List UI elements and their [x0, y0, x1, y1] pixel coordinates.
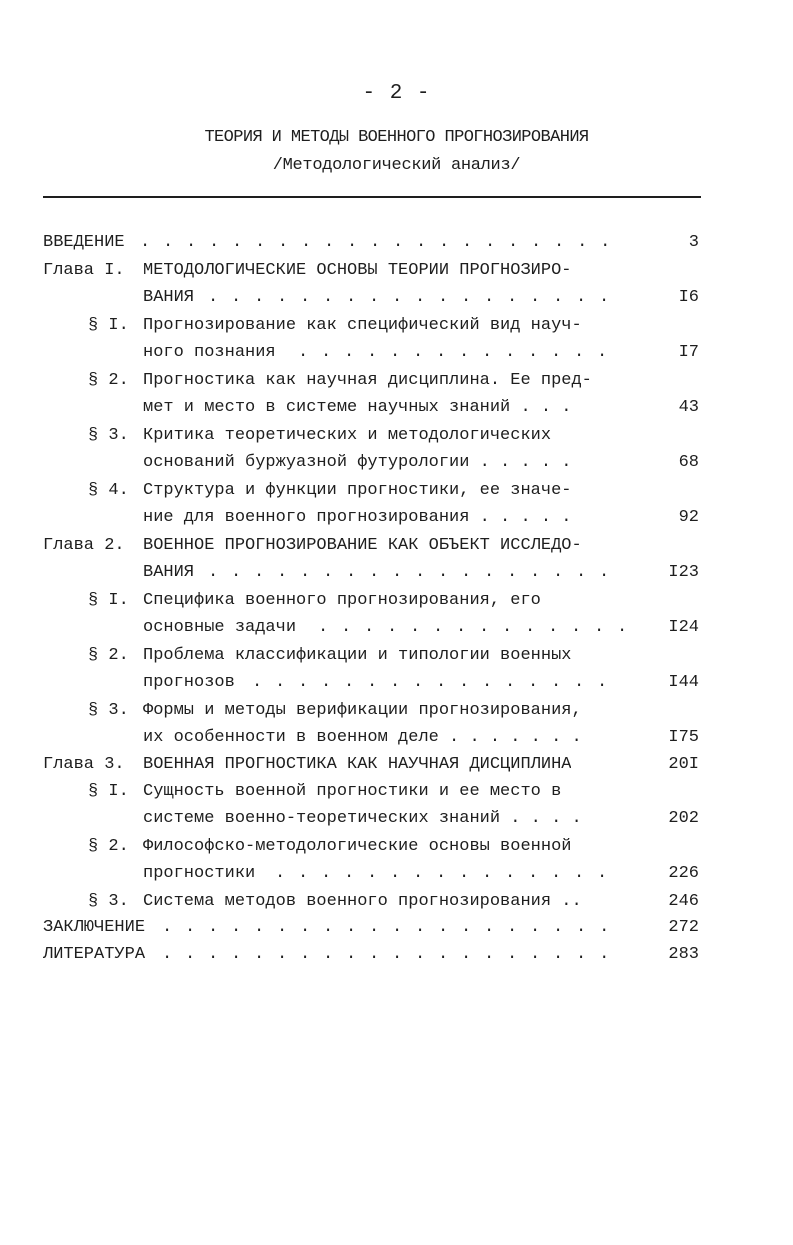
toc-entry-section: Прогностика как научная дисциплина. Ее пред- — [143, 371, 592, 390]
chapter-prefix: Глава I. — [43, 261, 125, 280]
leader-dots: . . . . . . . . . . . . . . — [298, 343, 609, 362]
toc-entry-chapter-2: ВОЕННОЕ ПРОГНОЗИРОВАНИЕ КАК ОБЪЕКТ ИССЛЕДО- — [143, 536, 582, 555]
leader-dots: . . . . . . . . . . . . . . . . . . . . — [162, 918, 611, 937]
toc-entry-section-cont: их особенности в военном деле . . . . . . . — [143, 728, 582, 747]
leader-dots: . . . . . . . . . . . . . . . . . . . . . — [140, 233, 612, 252]
toc-entry-section-cont: прогнозов — [143, 673, 235, 692]
toc-entry-literature: ЛИТЕРАТУРА — [43, 945, 146, 964]
toc-page-number: 3 — [688, 233, 699, 252]
leader-dots: . . . . . . . . . . . . . . . — [275, 864, 609, 883]
section-prefix: § 3. — [88, 426, 129, 445]
toc-entry-section: Структура и функции прогностики, ее значе- — [143, 481, 572, 500]
toc-entry-chapter-3: ВОЕННАЯ ПРОГНОСТИКА КАК НАУЧНАЯ ДИСЦИПЛИНА — [143, 755, 572, 774]
toc-page-number: 226 — [668, 864, 699, 883]
toc-entry-chapter-1-cont: ВАНИЯ — [143, 288, 195, 307]
leader-dots: . . . . . . . . . . . . . . . . — [252, 673, 609, 692]
toc-entry-section-cont: системе военно-теоретических знаний . . . . — [143, 809, 582, 828]
section-prefix: § 3. — [88, 701, 129, 720]
leader-dots: . . . . . . . . . . . . . . . . . . — [208, 563, 611, 582]
section-prefix: § 3. — [88, 892, 129, 911]
section-prefix: § 2. — [88, 371, 129, 390]
toc-page-number: 68 — [678, 453, 699, 472]
toc-entry-section-cont: мет и место в системе научных знаний . . . — [143, 398, 572, 417]
leader-dots: . . . . . . . . . . . . . . . . . . . . — [162, 945, 611, 964]
leader-dots: . . . . . . . . . . . . . . — [318, 618, 629, 637]
toc-page-number: 283 — [668, 945, 699, 964]
document-subtitle: /Методологический анализ/ — [272, 156, 521, 175]
toc-entry-section-cont: прогностики — [143, 864, 256, 883]
toc-page-number: I7 — [678, 343, 699, 362]
toc-page-number: I23 — [668, 563, 699, 582]
section-prefix: § I. — [88, 316, 129, 335]
toc-page-number: 272 — [668, 918, 699, 937]
chapter-prefix: Глава 2. — [43, 536, 125, 555]
document-title: ТЕОРИЯ И МЕТОДЫ ВОЕННОГО ПРОГНОЗИРОВАНИЯ — [204, 128, 589, 147]
toc-entry-section-cont: основные задачи — [143, 618, 297, 637]
toc-entry-conclusion: ЗАКЛЮЧЕНИЕ — [43, 918, 146, 937]
toc-page-number: I6 — [678, 288, 699, 307]
section-prefix: § 2. — [88, 646, 129, 665]
toc-entry-section: Сущность военной прогностики и ее место в — [143, 782, 562, 801]
toc-entry-section: Специфика военного прогнозирования, его — [143, 591, 541, 610]
section-prefix: § 2. — [88, 837, 129, 856]
toc-entry-section: Критика теоретических и методологических — [143, 426, 552, 445]
toc-page-number: I44 — [668, 673, 699, 692]
toc-entry-section-cont: оснований буржуазной футурологии . . . . . — [143, 453, 572, 472]
toc-page-number: 20I — [668, 755, 699, 774]
leader-dots: . . . . . . . . . . . . . . . . . . — [208, 288, 611, 307]
toc-entry-intro — [43, 230, 125, 256]
toc-entry-section: Прогнозирование как специфический вид науч- — [143, 316, 582, 335]
toc-entry-chapter-2-cont: ВАНИЯ — [143, 563, 195, 582]
toc-entry-section: Философско-методологические основы военной — [143, 837, 572, 856]
section-prefix: § I. — [88, 782, 129, 801]
toc-page-number: I75 — [668, 728, 699, 747]
toc-entry-section-cont: ние для военного прогнозирования . . . . . — [143, 508, 572, 527]
section-prefix: § 4. — [88, 481, 129, 500]
page-number: - 2 - — [362, 82, 431, 105]
toc-page-number: 92 — [678, 508, 699, 527]
toc-entry-section: Проблема классификации и типологии военных — [143, 646, 572, 665]
toc-entry-section: Формы и методы верификации прогнозирования, — [143, 701, 582, 720]
toc-entry-section: Система методов военного прогнозирования .. — [143, 892, 582, 911]
toc-page-number: 246 — [668, 892, 699, 911]
section-prefix: § I. — [88, 591, 129, 610]
chapter-prefix: Глава 3. — [43, 755, 125, 774]
toc-page-number: 43 — [678, 398, 699, 417]
toc-page-number: I24 — [668, 618, 699, 637]
toc-entry-label: ВВЕДЕНИЕ — [43, 233, 125, 252]
toc-page-number: 202 — [668, 809, 699, 828]
toc-entry-chapter-1: МЕТОДОЛОГИЧЕСКИЕ ОСНОВЫ ТЕОРИИ ПРОГНОЗИРО- — [143, 261, 572, 280]
toc-entry-section-cont: ного познания — [143, 343, 276, 362]
